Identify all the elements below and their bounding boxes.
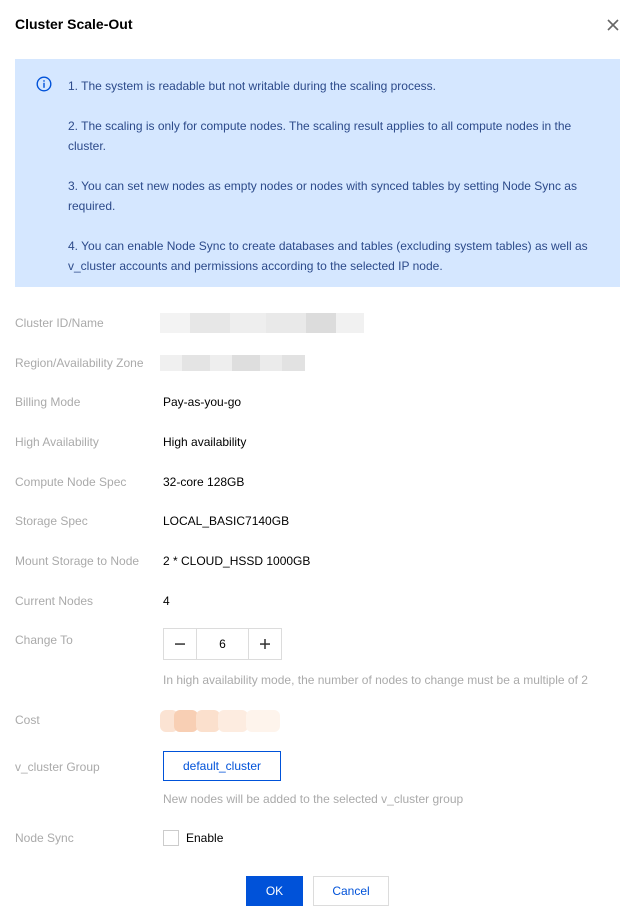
cost-redacted [160,710,280,732]
node-sync-label: Node Sync [15,831,74,845]
plus-icon [259,638,271,650]
region-redacted [160,355,305,371]
current-nodes-label: Current Nodes [15,594,94,608]
enable-checkbox[interactable] [163,830,179,846]
mount-storage-value: 2 * CLOUD_HSSD 1000GB [163,554,311,568]
minus-icon [174,638,186,650]
vcluster-group-label: v_cluster Group [15,760,100,774]
node-count-stepper [163,628,282,660]
notice-line: 2. The scaling is only for compute nodes. The scaling result applies to all compute nodes in the cluster. [68,119,572,153]
billing-value: Pay-as-you-go [163,395,242,409]
change-hint: In high availability mode, the number of nodes to change must be a multiple of 2 [163,673,588,687]
ha-value: High availability [163,435,247,449]
compute-spec-value: 32-core 128GB [163,475,245,489]
info-icon [36,76,52,92]
vcluster-group-option[interactable]: default_cluster [163,751,281,781]
notice-line: 1. The system is readable but not writable during the scaling process. [68,79,436,93]
cluster-id-redacted [160,313,364,333]
dialog-title: Cluster Scale-Out [15,16,133,32]
storage-spec-value: LOCAL_BASIC7140GB [163,514,290,528]
enable-checkbox-label[interactable]: Enable [186,831,224,845]
compute-spec-label: Compute Node Spec [15,475,127,489]
group-hint: New nodes will be added to the selected v_cluster group [163,792,464,806]
close-icon[interactable] [604,16,622,34]
ha-label: High Availability [15,435,99,449]
notice-line: 4. You can enable Node Sync to create databases and tables (excluding system tables) as well as v_cluster accounts and permissions according to the selected IP node. [68,239,588,273]
increment-button[interactable] [249,629,281,659]
notice-lines [68,76,598,276]
mount-storage-label: Mount Storage to Node [15,554,140,568]
storage-spec-label: Storage Spec [15,514,88,528]
decrement-button[interactable] [164,629,196,659]
notice-line: 3. You can set new nodes as empty nodes or nodes with synced tables by setting Node Sync as required. [68,179,577,213]
ok-button[interactable]: OK [246,876,303,906]
cluster-id-label: Cluster ID/Name [15,316,104,330]
cost-label: Cost [15,713,40,727]
node-count-input[interactable]: 6 [196,629,249,659]
cancel-button[interactable]: Cancel [313,876,389,906]
notice-banner [15,59,620,287]
change-to-label: Change To [15,633,73,647]
region-label: Region/Availability Zone [15,356,144,370]
current-nodes-value: 4 [163,594,170,608]
billing-label: Billing Mode [15,395,81,409]
